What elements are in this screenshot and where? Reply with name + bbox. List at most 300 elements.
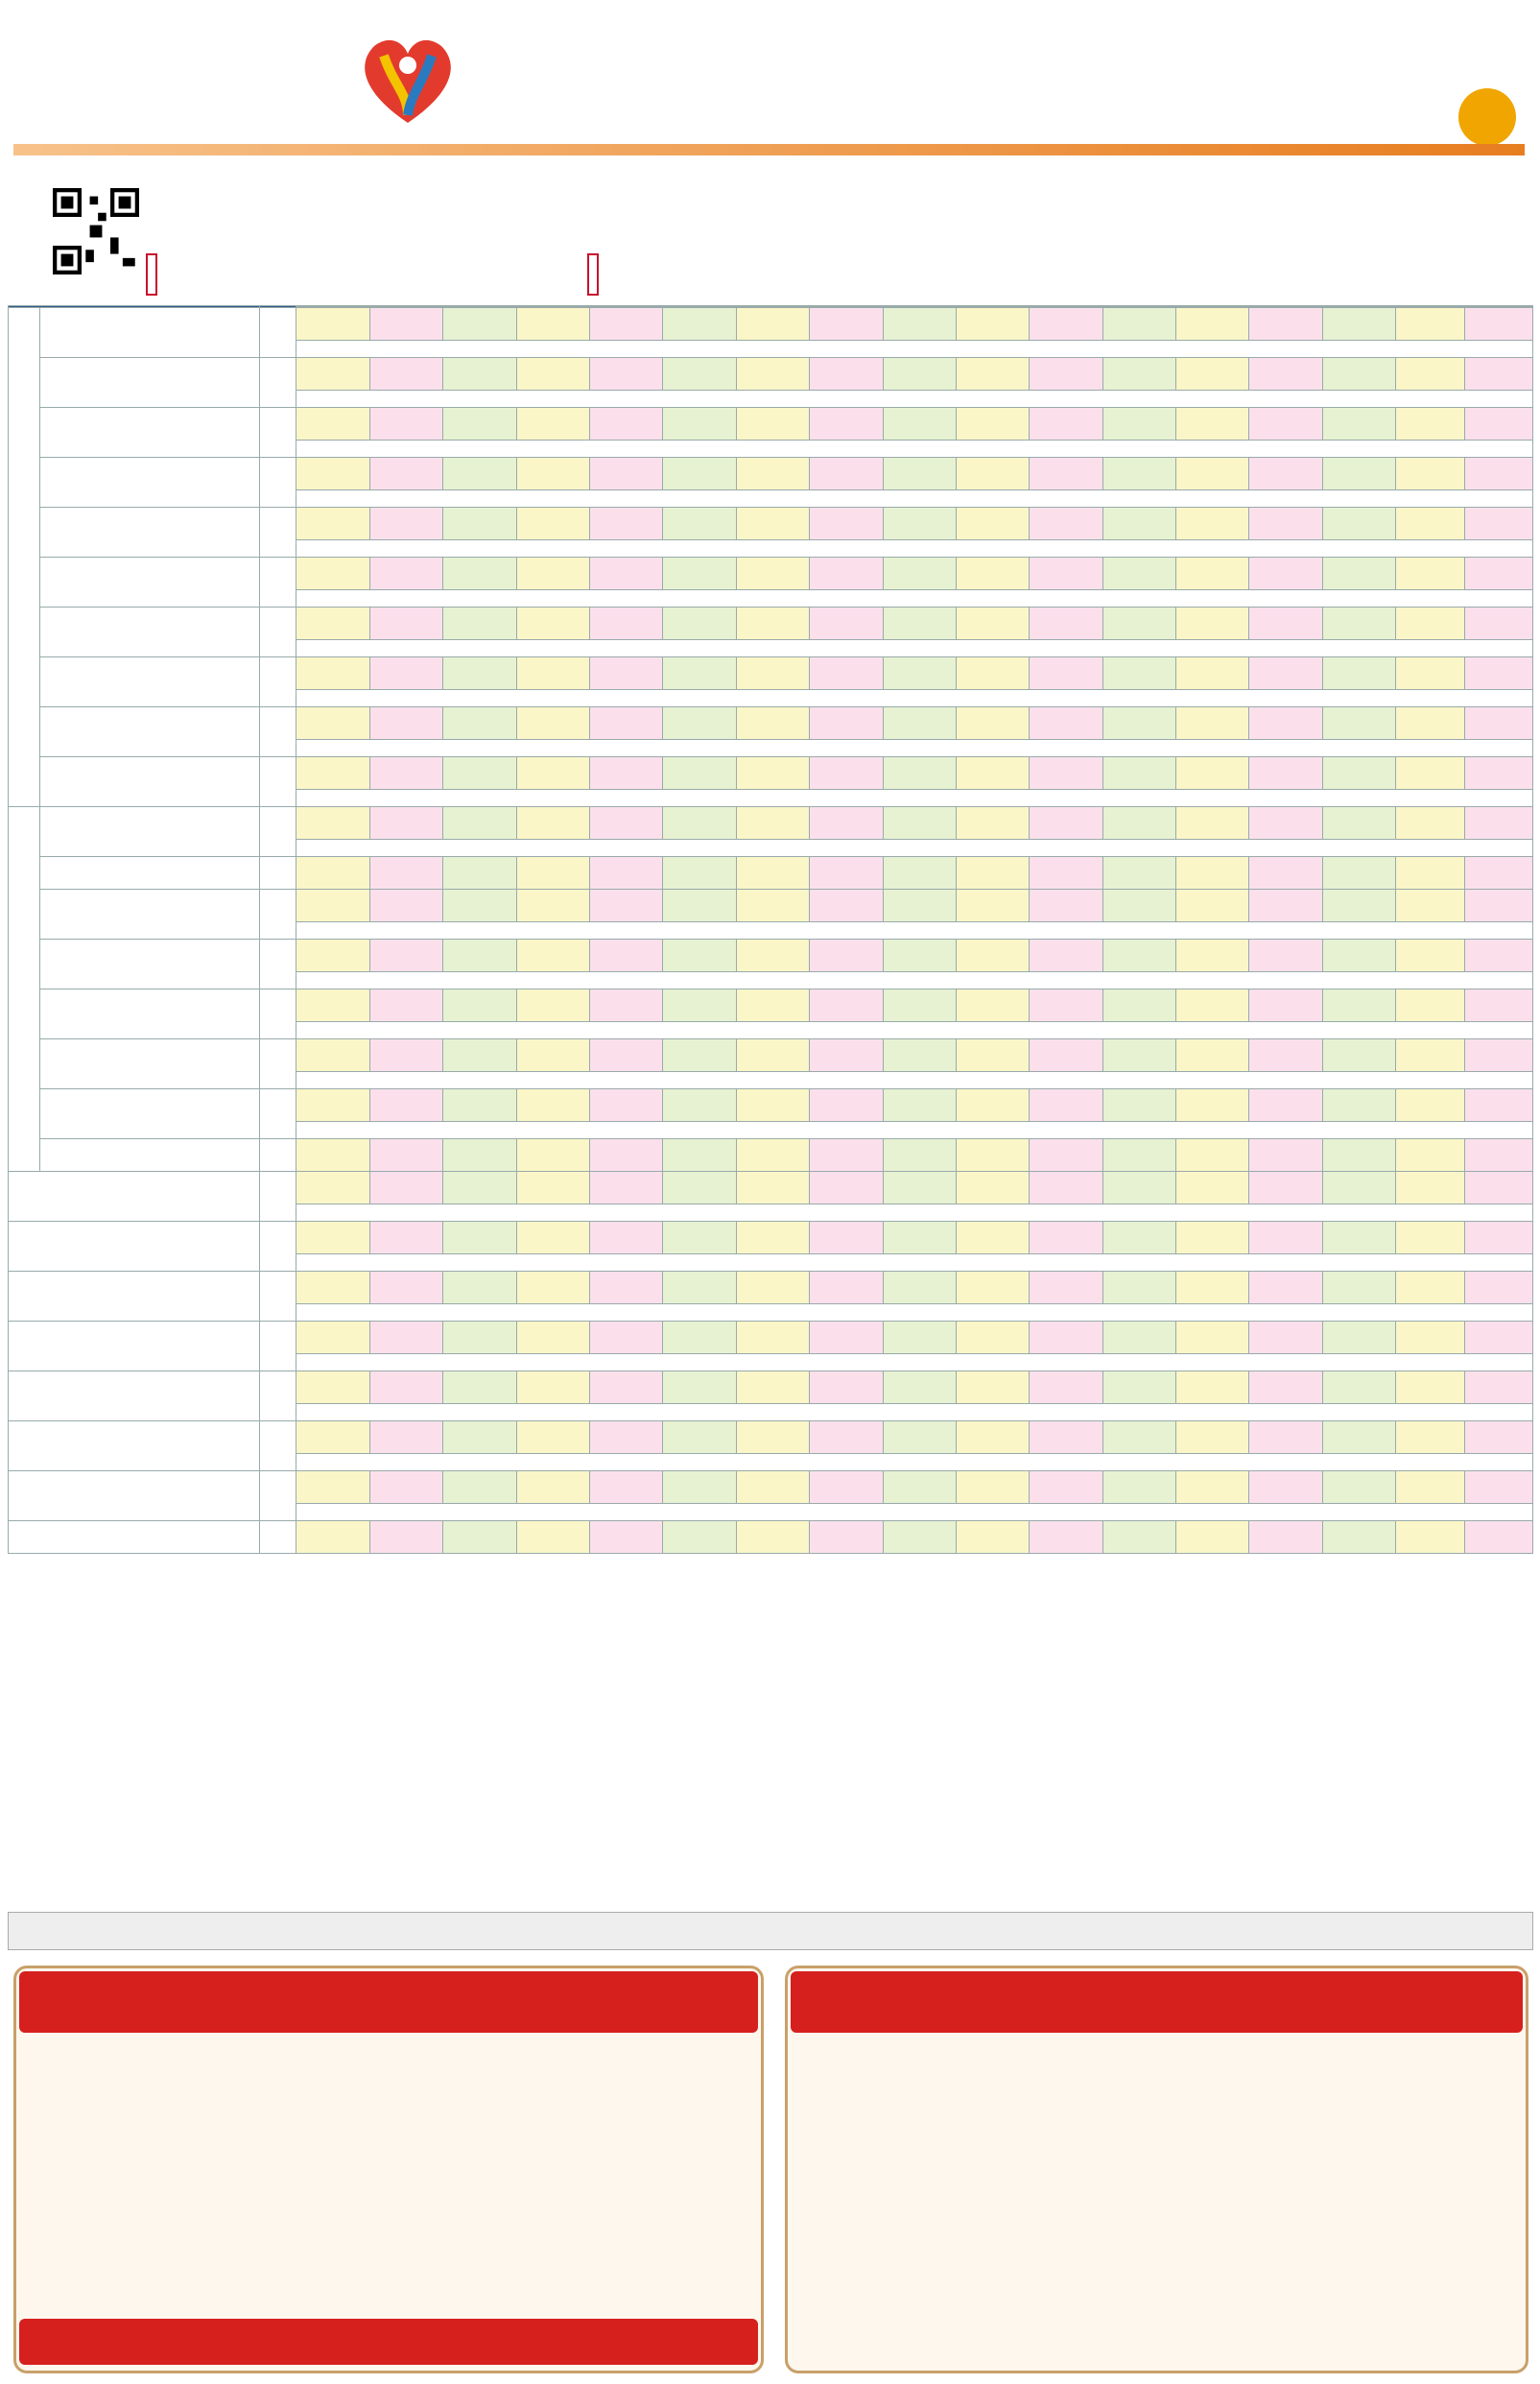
doctor-cell — [1102, 1089, 1175, 1122]
doctor-cell — [1322, 1471, 1395, 1504]
qr-code-icon[interactable] — [53, 188, 139, 274]
doctor-cell — [1102, 989, 1175, 1022]
doctor-cell — [1030, 1371, 1102, 1404]
doctor-cell — [1464, 857, 1532, 890]
doctor-cell — [516, 707, 589, 740]
doctor-cell — [883, 940, 956, 972]
dept-name — [9, 1521, 260, 1554]
doctor-cell — [1176, 558, 1249, 590]
doctor-cell — [810, 1371, 883, 1404]
doctor-cell — [1396, 1089, 1464, 1122]
doctor-cell — [443, 508, 516, 540]
doctor-cell — [1249, 1172, 1322, 1204]
doctor-cell — [369, 1222, 442, 1254]
doctor-cell — [296, 1139, 369, 1172]
doctor-cell — [443, 408, 516, 441]
doctor-cell — [810, 1089, 883, 1122]
doctor-cell — [1030, 1172, 1102, 1204]
doctor-cell — [663, 1371, 736, 1404]
doctor-cell — [956, 807, 1029, 840]
doctor-cell — [883, 608, 956, 640]
doctor-cell — [1322, 707, 1395, 740]
doctor-cell — [1396, 707, 1464, 740]
doctor-cell — [296, 657, 369, 690]
doctor-cell — [663, 989, 736, 1022]
doctor-cell — [1396, 408, 1464, 441]
doctor-cell — [1176, 1371, 1249, 1404]
doctor-cell — [810, 1039, 883, 1072]
schedule-row — [9, 1521, 1533, 1554]
doctor-cell — [810, 857, 883, 890]
doctor-cell — [589, 1521, 662, 1554]
doctor-cell — [516, 558, 589, 590]
doctor-cell — [443, 1222, 516, 1254]
doctor-cell — [1030, 1471, 1102, 1504]
doctor-cell — [956, 608, 1029, 640]
doctor-cell — [956, 989, 1029, 1022]
doctor-cell — [1030, 940, 1102, 972]
doctor-cell — [369, 1089, 442, 1122]
doctor-cell — [1030, 558, 1102, 590]
doctor-cell — [1464, 1089, 1532, 1122]
dept-description — [296, 690, 1533, 707]
doctor-cell — [810, 1172, 883, 1204]
doctor-cell — [443, 1322, 516, 1354]
doctor-cell — [1176, 757, 1249, 790]
doctor-cell — [443, 657, 516, 690]
doctor-cell — [589, 890, 662, 922]
dept-name — [39, 757, 259, 807]
doctor-cell — [1464, 1322, 1532, 1354]
doctor-cell — [369, 890, 442, 922]
doctor-cell — [589, 1222, 662, 1254]
dept-group — [9, 807, 40, 1172]
doctor-cell — [810, 757, 883, 790]
doctor-cell — [1176, 358, 1249, 391]
doctor-cell — [883, 408, 956, 441]
doctor-cell — [296, 1222, 369, 1254]
doctor-cell — [736, 1421, 809, 1454]
doctor-cell — [1464, 608, 1532, 640]
doctor-cell — [443, 358, 516, 391]
doctor-cell — [1176, 890, 1249, 922]
doctor-cell — [736, 1371, 809, 1404]
schedule-row — [9, 1421, 1533, 1454]
floor-number — [259, 1272, 296, 1322]
doctor-cell — [369, 757, 442, 790]
doctor-cell — [516, 1139, 589, 1172]
doctor-cell — [589, 1421, 662, 1454]
dept-description — [296, 1022, 1533, 1039]
doctor-cell — [663, 1039, 736, 1072]
doctor-cell — [1176, 1421, 1249, 1454]
doctor-cell — [1176, 940, 1249, 972]
dept-name — [39, 707, 259, 757]
dept-name — [39, 608, 259, 657]
floor-number — [259, 1089, 296, 1139]
doctor-cell — [736, 1272, 809, 1304]
doctor-cell — [810, 358, 883, 391]
doctor-cell — [736, 1222, 809, 1254]
doctor-cell — [369, 408, 442, 441]
doctor-cell — [956, 1521, 1029, 1554]
doctor-cell — [1249, 608, 1322, 640]
doctor-cell — [516, 807, 589, 840]
dept-name — [39, 1139, 259, 1172]
doctor-cell — [663, 1272, 736, 1304]
dept-name — [39, 657, 259, 707]
doctor-cell — [1464, 1521, 1532, 1554]
schedule-row — [9, 890, 1533, 922]
dept-description — [296, 1454, 1533, 1471]
doctor-cell — [1030, 1521, 1102, 1554]
dept-description — [296, 391, 1533, 408]
doctor-cell — [736, 707, 809, 740]
doctor-cell — [516, 458, 589, 490]
floor-number — [259, 940, 296, 989]
doctor-cell — [443, 857, 516, 890]
doctor-cell — [369, 458, 442, 490]
doctor-cell — [296, 508, 369, 540]
dept-name — [39, 508, 259, 558]
floor-number — [259, 558, 296, 608]
schedule-row — [9, 608, 1533, 640]
doctor-cell — [1464, 1471, 1532, 1504]
floor-number — [259, 857, 296, 890]
doctor-cell — [810, 1139, 883, 1172]
floor-number — [259, 408, 296, 458]
doctor-cell — [1464, 1039, 1532, 1072]
doctor-cell — [1396, 558, 1464, 590]
doctor-cell — [1102, 358, 1175, 391]
dept-name — [39, 308, 259, 358]
doctor-cell — [516, 989, 589, 1022]
schedule-row — [9, 1371, 1533, 1404]
doctor-cell — [1322, 1039, 1395, 1072]
doctor-cell — [296, 757, 369, 790]
doctor-cell — [516, 1039, 589, 1072]
doctor-cell — [1322, 608, 1395, 640]
doctor-cell — [810, 1222, 883, 1254]
floor-number — [259, 1521, 296, 1554]
doctor-cell — [810, 608, 883, 640]
doctor-cell — [1176, 807, 1249, 840]
doctor-cell — [443, 757, 516, 790]
dept-name — [39, 989, 259, 1039]
doctor-cell — [1322, 1172, 1395, 1204]
doctor-cell — [1322, 1371, 1395, 1404]
doctor-cell — [369, 1039, 442, 1072]
doctor-cell — [956, 458, 1029, 490]
doctor-cell — [1030, 707, 1102, 740]
doctor-cell — [956, 657, 1029, 690]
doctor-cell — [956, 1172, 1029, 1204]
doctor-cell — [1102, 1039, 1175, 1072]
doctor-cell — [956, 1039, 1029, 1072]
doctor-cell — [956, 408, 1029, 441]
doctor-cell — [589, 807, 662, 840]
doctor-cell — [296, 940, 369, 972]
doctor-cell — [810, 989, 883, 1022]
doctor-cell — [1102, 707, 1175, 740]
doctor-cell — [1464, 408, 1532, 441]
doctor-cell — [1176, 1172, 1249, 1204]
dept-name — [39, 458, 259, 508]
doctor-cell — [589, 707, 662, 740]
doctor-cell — [443, 1172, 516, 1204]
doctor-cell — [1464, 757, 1532, 790]
dental-holiday — [19, 2335, 36, 2355]
doctor-cell — [663, 1322, 736, 1354]
doctor-cell — [516, 1089, 589, 1122]
doctor-cell — [663, 657, 736, 690]
dept-name — [9, 1471, 260, 1521]
doctor-cell — [1396, 458, 1464, 490]
dept-name — [9, 1172, 260, 1222]
doctor-cell — [1322, 857, 1395, 890]
header — [0, 0, 1540, 182]
schedule-row — [9, 1471, 1533, 1504]
doctor-cell — [369, 508, 442, 540]
floor-number — [259, 807, 296, 857]
dept-description — [296, 922, 1533, 940]
doctor-cell — [1030, 1272, 1102, 1304]
doctor-cell — [589, 458, 662, 490]
doctor-cell — [883, 508, 956, 540]
doctor-cell — [1464, 707, 1532, 740]
doctor-cell — [956, 308, 1029, 341]
doctor-cell — [883, 857, 956, 890]
doctor-cell — [1102, 308, 1175, 341]
doctor-cell — [810, 1421, 883, 1454]
doctor-cell — [1322, 1322, 1395, 1354]
doctor-cell — [296, 1471, 369, 1504]
dept-description — [296, 540, 1533, 558]
dept-description — [296, 972, 1533, 989]
doctor-cell — [1102, 1222, 1175, 1254]
dept-description — [296, 1404, 1533, 1421]
doctor-cell — [883, 1272, 956, 1304]
doctor-cell — [663, 757, 736, 790]
doctor-cell — [296, 1371, 369, 1404]
doctor-cell — [810, 940, 883, 972]
doctor-cell — [1249, 657, 1322, 690]
doctor-cell — [1396, 940, 1464, 972]
doctor-cell — [956, 857, 1029, 890]
dept-description — [296, 840, 1533, 857]
doctor-cell — [1176, 1471, 1249, 1504]
doctor-cell — [1102, 1172, 1175, 1204]
doctor-cell — [1396, 1521, 1464, 1554]
doctor-cell — [663, 408, 736, 441]
doctor-cell — [810, 508, 883, 540]
doctor-cell — [1322, 408, 1395, 441]
doctor-cell — [296, 1322, 369, 1354]
floor-number — [259, 1371, 296, 1421]
doctor-cell — [1176, 508, 1249, 540]
floor-number — [259, 1421, 296, 1471]
doctor-cell — [1396, 857, 1464, 890]
dept-group — [9, 308, 40, 807]
doctor-cell — [296, 857, 369, 890]
schedule-row — [9, 1222, 1533, 1254]
doctor-cell — [369, 1421, 442, 1454]
doctor-cell — [369, 807, 442, 840]
doctor-cell — [443, 940, 516, 972]
doctor-cell — [516, 1222, 589, 1254]
doctor-cell — [296, 1172, 369, 1204]
dental-title — [19, 1971, 758, 2033]
doctor-cell — [516, 857, 589, 890]
doctor-cell — [369, 940, 442, 972]
doctor-cell — [589, 1172, 662, 1204]
doctor-cell — [810, 1322, 883, 1354]
doctor-cell — [1249, 458, 1322, 490]
floor-number — [259, 308, 296, 358]
doctor-cell — [1030, 807, 1102, 840]
doctor-cell — [369, 558, 442, 590]
doctor-cell — [663, 358, 736, 391]
doctor-cell — [1322, 890, 1395, 922]
doctor-cell — [883, 989, 956, 1022]
doctor-cell — [956, 1322, 1029, 1354]
doctor-cell — [516, 308, 589, 341]
dept-name — [39, 890, 259, 940]
doctor-cell — [443, 807, 516, 840]
doctor-cell — [1322, 358, 1395, 391]
dept-name — [9, 1371, 260, 1421]
doctor-cell — [589, 657, 662, 690]
doctor-cell — [736, 508, 809, 540]
doctor-cell — [663, 1471, 736, 1504]
doctor-cell — [1030, 757, 1102, 790]
schedule-row — [9, 508, 1533, 540]
doctor-cell — [1176, 989, 1249, 1022]
doctor-cell — [1102, 608, 1175, 640]
doctor-cell — [1322, 458, 1395, 490]
doctor-cell — [663, 1222, 736, 1254]
leave-notice — [8, 1912, 1533, 1950]
schedule-table — [8, 305, 1533, 1554]
doctor-cell — [443, 1089, 516, 1122]
doctor-cell — [736, 608, 809, 640]
schedule-row — [9, 807, 1533, 840]
doctor-cell — [810, 1521, 883, 1554]
dept-name — [9, 1222, 260, 1272]
doctor-cell — [296, 1089, 369, 1122]
doctor-cell — [443, 608, 516, 640]
doctor-cell — [1030, 1421, 1102, 1454]
doctor-cell — [1030, 657, 1102, 690]
doctor-cell — [1464, 657, 1532, 690]
doctor-cell — [1396, 1039, 1464, 1072]
doctor-cell — [956, 558, 1029, 590]
doctor-cell — [1249, 358, 1322, 391]
doctor-cell — [663, 857, 736, 890]
doctor-cell — [443, 1039, 516, 1072]
doctor-cell — [1249, 308, 1322, 341]
doctor-cell — [1249, 1139, 1322, 1172]
doctor-cell — [1249, 1222, 1322, 1254]
dept-description — [296, 1254, 1533, 1272]
doctor-cell — [1030, 1039, 1102, 1072]
doctor-cell — [1176, 657, 1249, 690]
schedule-row — [9, 408, 1533, 441]
dept-name — [39, 558, 259, 608]
doctor-cell — [516, 508, 589, 540]
doctor-cell — [1396, 1471, 1464, 1504]
doctor-cell — [956, 358, 1029, 391]
doctor-cell — [663, 308, 736, 341]
doctor-cell — [883, 757, 956, 790]
doctor-cell — [663, 508, 736, 540]
doctor-cell — [1249, 1089, 1322, 1122]
doctor-cell — [1464, 940, 1532, 972]
doctor-cell — [663, 890, 736, 922]
doctor-cell — [736, 989, 809, 1022]
doctor-cell — [1030, 890, 1102, 922]
doctor-cell — [736, 807, 809, 840]
dental-footer — [19, 2319, 758, 2365]
doctor-cell — [1030, 1089, 1102, 1122]
doctor-cell — [1176, 1139, 1249, 1172]
doctor-cell — [883, 1139, 956, 1172]
doctor-cell — [883, 1172, 956, 1204]
doctor-cell — [589, 1371, 662, 1404]
doctor-cell — [296, 358, 369, 391]
doctor-cell — [296, 608, 369, 640]
doctor-cell — [443, 1421, 516, 1454]
doctor-cell — [1396, 608, 1464, 640]
doctor-cell — [1030, 1222, 1102, 1254]
schedule-row — [9, 1172, 1533, 1204]
clinic-hours-label — [587, 253, 599, 296]
dept-description — [296, 1504, 1533, 1521]
dept-description — [296, 1204, 1533, 1222]
doctor-cell — [443, 989, 516, 1022]
doctor-cell — [589, 757, 662, 790]
doctor-cell — [369, 1471, 442, 1504]
doctor-cell — [956, 1371, 1029, 1404]
doctor-cell — [1322, 308, 1395, 341]
doctor-cell — [956, 508, 1029, 540]
doctor-cell — [883, 890, 956, 922]
doctor-cell — [810, 558, 883, 590]
doctor-cell — [663, 1421, 736, 1454]
doctor-cell — [1464, 358, 1532, 391]
doctor-cell — [1249, 807, 1322, 840]
doctor-cell — [1249, 1322, 1322, 1354]
doctor-cell — [369, 707, 442, 740]
doctor-cell — [1030, 608, 1102, 640]
doctor-cell — [663, 458, 736, 490]
doctor-cell — [1176, 1089, 1249, 1122]
doctor-cell — [1464, 1172, 1532, 1204]
doctor-cell — [296, 408, 369, 441]
doctor-cell — [369, 358, 442, 391]
doctor-cell — [369, 1521, 442, 1554]
doctor-cell — [1030, 857, 1102, 890]
doctor-cell — [1396, 358, 1464, 391]
doctor-cell — [589, 1039, 662, 1072]
dept-description — [296, 790, 1533, 807]
schedule-row — [9, 857, 1533, 890]
doctor-cell — [1396, 989, 1464, 1022]
doctor-cell — [1464, 1371, 1532, 1404]
doctor-cell — [516, 1172, 589, 1204]
doctor-cell — [810, 657, 883, 690]
doctor-cell — [1396, 1222, 1464, 1254]
